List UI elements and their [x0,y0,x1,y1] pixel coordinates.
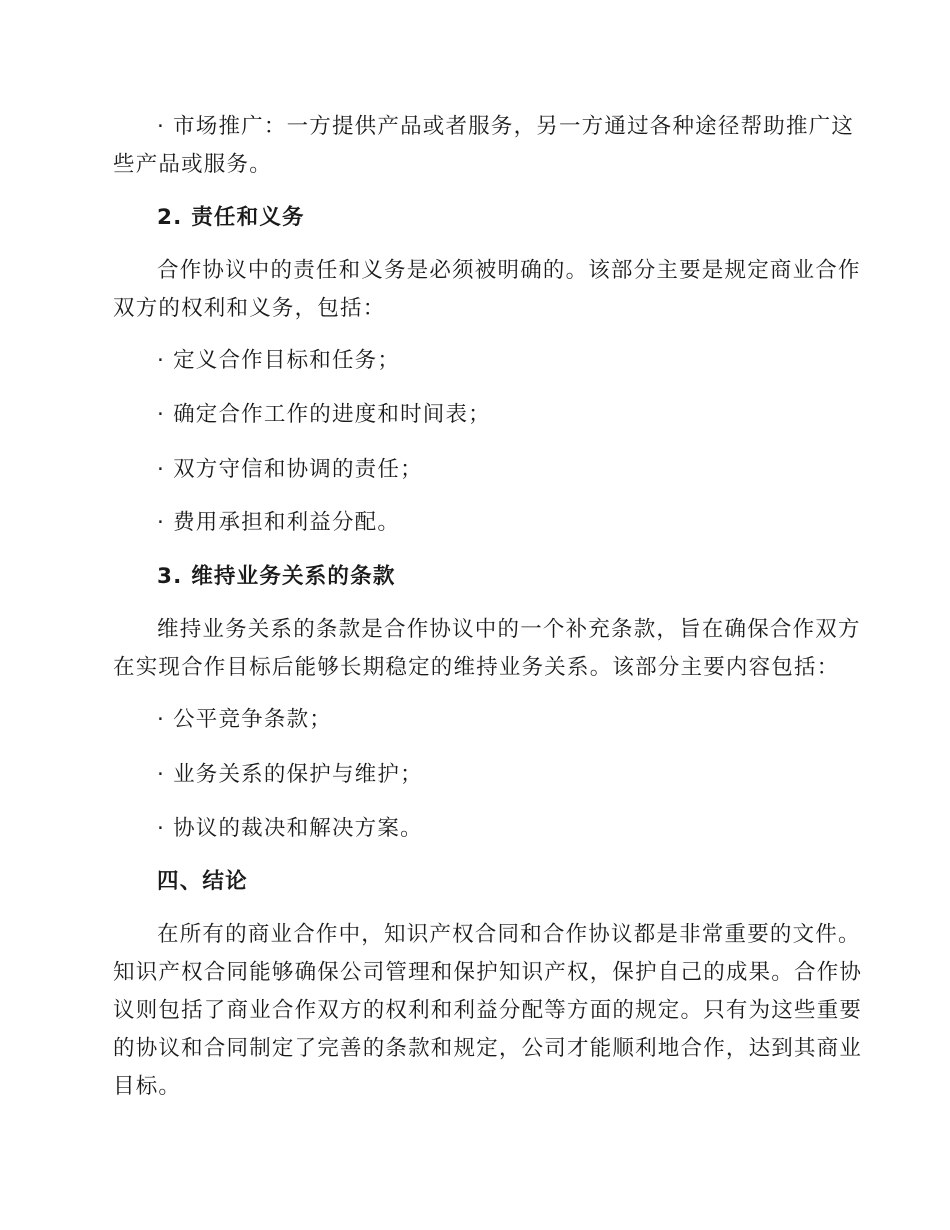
section-heading-conclusion: 四、结论 [157,869,248,894]
bullet-item: · 费用承担和利益分配。 [157,510,401,535]
bullet-market-line-2: 些产品或服务。 [113,152,272,177]
bullet-item: · 确定合作工作的进度和时间表； [157,402,491,427]
paragraph-responsibilities-line-1: 合作协议中的责任和义务是必须被明确的。该部分主要是规定商业合作 [157,258,861,283]
bullet-market-line-1: · 市场推广：一方提供产品或者服务，另一方通过各种途径帮助推广这 [157,114,855,139]
bullet-item: · 业务关系的保护与维护； [157,762,423,787]
paragraph-responsibilities-line-2: 双方的权利和义务，包括： [113,296,386,321]
paragraph-conclusion-line-4: 的协议和合同制定了完善的条款和规定，公司才能顺利地合作，达到其商业 [113,1036,863,1061]
paragraph-conclusion-line-3: 议则包括了商业合作双方的权利和利益分配等方面的规定。只有为这些重要 [113,998,863,1023]
bullet-item: · 定义合作目标和任务； [157,348,401,373]
paragraph-conclusion-line-1: 在所有的商业合作中，知识产权合同和合作协议都是非常重要的文件。 [157,922,861,947]
section-heading-responsibilities: 2. 责任和义务 [157,205,305,230]
paragraph-conclusion-line-2: 知识产权合同能够确保公司管理和保护知识产权，保护自己的成果。合作协 [113,960,863,985]
paragraph-business-relations-line-2: 在实现合作目标后能够长期稳定的维持业务关系。该部分主要内容包括： [113,655,840,680]
bullet-item: · 公平竞争条款； [157,707,332,732]
section-heading-business-relations: 3. 维持业务关系的条款 [157,564,396,589]
bullet-item: · 协议的裁决和解决方案。 [157,816,423,841]
paragraph-conclusion-line-5: 目标。 [113,1074,182,1099]
paragraph-business-relations-line-1: 维持业务关系的条款是合作协议中的一个补充条款，旨在确保合作双方 [157,617,861,642]
bullet-item: · 双方守信和协调的责任； [157,457,423,482]
